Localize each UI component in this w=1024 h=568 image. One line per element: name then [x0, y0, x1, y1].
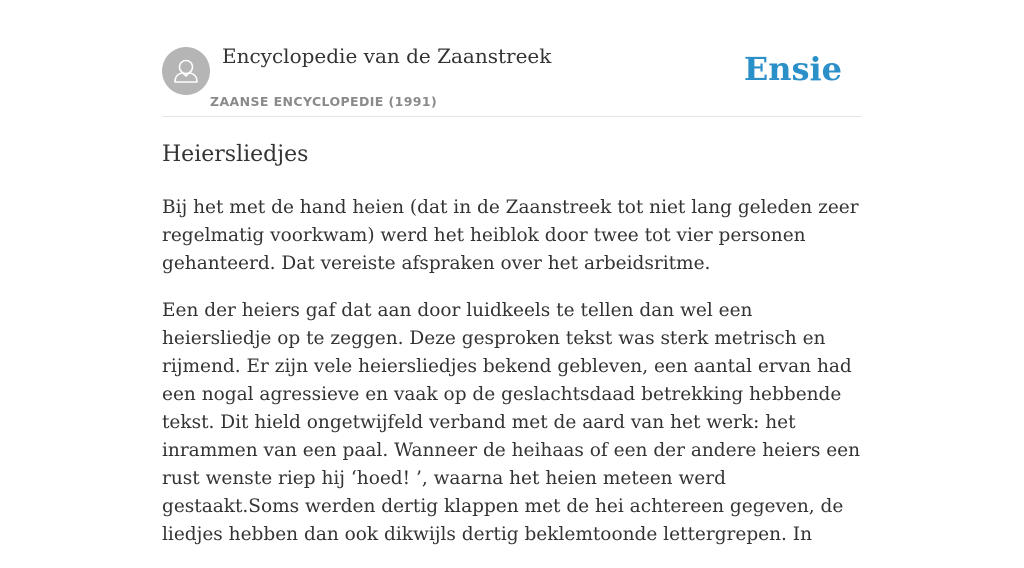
article: [162, 138, 862, 568]
source-name-link[interactable]: Encyclopedie van de Zaanstreek: [222, 44, 552, 68]
source-avatar[interactable]: [162, 47, 210, 95]
article-paragraph: Bij het met de hand heien (dat in de Zaanstreek tot niet lang geleden zeer regelmatig voorkwam) werd het heiblok door twee tot vier personen gehanteerd. Dat vereiste afspraken over het arbeidsritme.: [162, 197, 859, 274]
source-subtitle: ZAANSE ENCYCLOPEDIE (1991): [210, 94, 438, 109]
source-header: [162, 0, 862, 117]
article-title: Heiersliedjes: [162, 142, 309, 167]
article-paragraph: Een der heiers gaf dat aan door luidkeels te tellen dan wel een heiersliedje op te zeggen. Deze gesproken tekst was sterk metrisch en rijmend. Er zijn vele heiersliedjes bekend gebleven, een aantal ervan had een nogal agressieve en vaak op de geslachtsdaad betrekking hebbende tekst. Dit hield ongetwijfeld verband met de aard van het werk: het inrammen van een paal. Wanneer de heihaas of een der andere heiers een rust wenste riep hij ‘hoed! ’, waarna het heien meteen werd gestaakt.Soms werden dertig klappen met de hei achtereen gegeven, de liedjes hebben dan ook dikwijls dertig beklemtoonde lettergrepen. In: [162, 300, 861, 545]
user-silhouette-icon: [162, 47, 210, 95]
brand-logo[interactable]: Ensie: [743, 50, 842, 88]
